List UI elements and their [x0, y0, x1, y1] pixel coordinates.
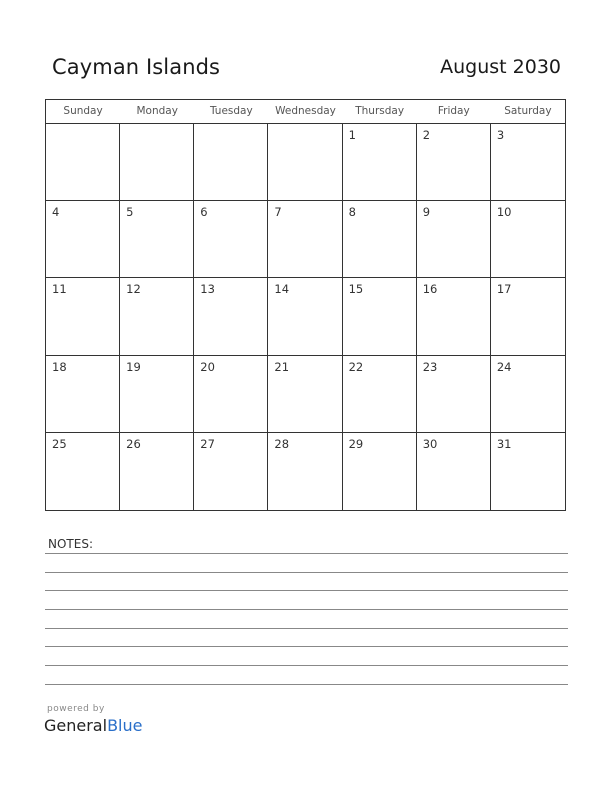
day-cell — [417, 433, 491, 510]
day-cell — [46, 433, 120, 510]
day-cell — [491, 278, 565, 355]
note-line — [45, 609, 568, 610]
generalblue-logo[interactable] — [44, 716, 142, 735]
day-number: 21 — [274, 359, 290, 374]
note-line — [45, 665, 568, 666]
page-title: Cayman Islands — [52, 55, 221, 79]
day-grid — [46, 124, 565, 510]
weekday-friday: Friday — [437, 105, 470, 117]
note-line — [45, 572, 568, 573]
month-year-title: August 2030 — [440, 56, 561, 78]
day-cell — [491, 201, 565, 278]
day-number: 31 — [496, 436, 512, 451]
day-number: 27 — [200, 436, 215, 451]
day-number: 29 — [348, 436, 364, 451]
day-cell — [120, 433, 194, 510]
day-cell — [194, 201, 268, 278]
empty-day-cell — [46, 124, 120, 201]
day-cell — [491, 433, 565, 510]
day-number: 6 — [200, 205, 208, 220]
weekday-thursday: Thursday — [355, 105, 405, 117]
day-cell — [343, 201, 417, 278]
notes-label: NOTES: — [48, 537, 93, 551]
day-number: 8 — [348, 205, 356, 220]
day-number: 1 — [348, 128, 356, 142]
day-cell — [194, 278, 268, 355]
brand-part-general: General — [44, 716, 108, 735]
day-number: 11 — [52, 282, 67, 297]
day-number: 4 — [52, 205, 60, 220]
day-number: 25 — [52, 436, 67, 451]
day-cell — [120, 356, 194, 433]
day-cell — [417, 278, 491, 355]
day-cell — [417, 201, 491, 278]
day-number: 18 — [52, 359, 67, 374]
empty-day-cell — [268, 124, 342, 201]
day-cell — [46, 201, 120, 278]
day-number: 14 — [274, 282, 290, 297]
weekday-wednesday: Wednesday — [275, 105, 336, 117]
note-line — [45, 590, 568, 591]
day-number: 13 — [200, 282, 215, 297]
day-number: 17 — [496, 282, 512, 297]
day-number: 20 — [200, 359, 215, 374]
day-cell — [491, 124, 565, 201]
day-cell — [268, 278, 342, 355]
day-number: 22 — [348, 359, 364, 374]
day-number: 7 — [274, 205, 282, 220]
day-cell — [46, 278, 120, 355]
day-number: 23 — [422, 359, 438, 374]
weekday-tuesday: Tuesday — [209, 105, 253, 117]
note-line — [45, 646, 568, 647]
weekday-saturday: Saturday — [504, 105, 552, 117]
day-number: 10 — [496, 205, 512, 220]
day-cell — [120, 201, 194, 278]
day-cell — [268, 356, 342, 433]
day-number: 15 — [348, 282, 364, 297]
brand-part-blue: Blue — [107, 716, 143, 735]
day-cell — [268, 201, 342, 278]
calendar-grid — [45, 99, 566, 511]
day-cell — [417, 124, 491, 201]
day-number: 28 — [274, 436, 290, 451]
weekday-sunday: Sunday — [63, 105, 103, 117]
powered-by-text: powered by — [47, 704, 105, 714]
day-cell — [417, 356, 491, 433]
day-cell — [268, 433, 342, 510]
day-cell — [194, 433, 268, 510]
day-cell — [343, 124, 417, 201]
day-number: 2 — [422, 128, 431, 142]
day-cell — [194, 356, 268, 433]
note-line — [45, 628, 568, 629]
day-number: 16 — [422, 282, 438, 297]
day-number: 26 — [126, 436, 141, 451]
day-cell — [46, 356, 120, 433]
day-cell — [491, 356, 565, 433]
day-number: 3 — [496, 128, 505, 142]
note-line — [45, 684, 568, 685]
empty-day-cell — [194, 124, 268, 201]
day-number: 30 — [422, 436, 438, 451]
weekday-header-row — [46, 100, 565, 124]
day-number: 5 — [126, 205, 134, 220]
day-number: 19 — [126, 359, 141, 374]
weekday-monday: Monday — [136, 105, 178, 117]
day-number: 24 — [496, 359, 512, 374]
day-number: 9 — [422, 205, 431, 220]
day-cell — [343, 356, 417, 433]
note-line — [45, 553, 568, 554]
day-cell — [343, 278, 417, 355]
day-cell — [343, 433, 417, 510]
empty-day-cell — [120, 124, 194, 201]
day-cell — [120, 278, 194, 355]
day-number: 12 — [126, 282, 141, 297]
